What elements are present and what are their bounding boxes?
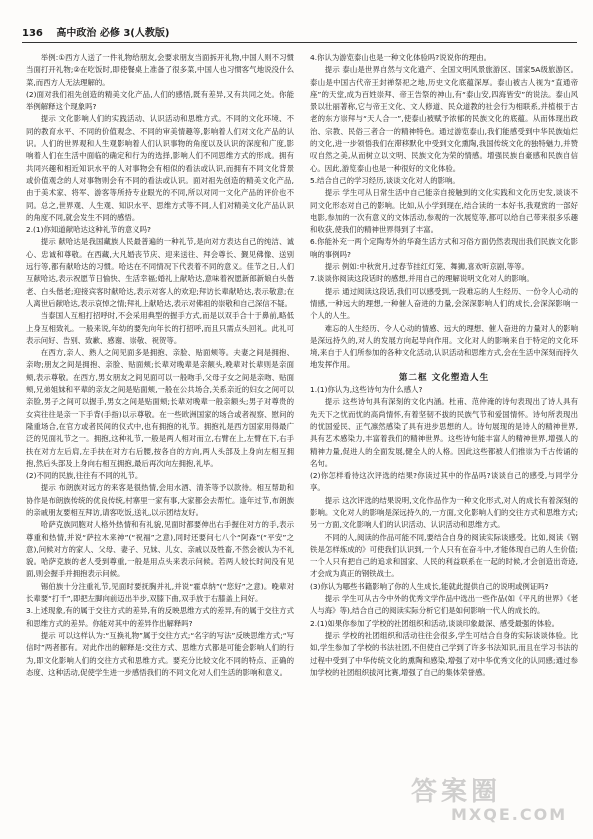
watermark: [411, 771, 581, 831]
answer-paragraph: 提示 学生可从日常生活中自己能亲自接触到的文化实践和文化历史发,谈谈不同文化形态对自己的影响。比如,从小学到现在,结合读的一本好书,我观赏的一部好电影,参加的一次有意义的文体活动,参观的一次展览等,都可以给自己带来很多乐趣和收获,使我们的精神世界得到了丰富。: [310, 188, 578, 235]
answer-paragraph: 锡伯族十分注重礼节,见面时要抚胸并礼,并说“霍卓纳”(“您好”之意)。晚辈对长辈要“打千”,即把左脚向前迈出半步,双膝下曲,双手放于右膝盖上问好。: [26, 581, 294, 604]
question-text: (2)不同的民族,往往有不同的礼节。: [26, 471, 143, 481]
book-title: 高中政治 必修 3(人教版): [56, 28, 170, 39]
answer-paragraph: 提示 学生可从古今中外的优秀文学作品中选出一些作品(如《平凡的世界》《老人与海》等),结合自己的阅读实际分析它们是如何影响一代人的成长的。: [310, 594, 578, 616]
answer-paragraph: 哈萨克族同胞对人格外热情和有礼貌,见面时都要伸出右手握住对方的手,表示尊重和热情,并说“萨拉木来神”(“祝福”之意),同时还要问七八个“阿森”(“平安”之意),问候对方的家人、父母、妻子、兄妹、儿女、亲戚以及牲畜,不然会被认为不礼貌。哈萨克族的老人受到尊重,一般是用点头来表示问候。若两人较长时间没有见面,则会握手并拥抱表示问候。: [26, 520, 294, 579]
header-divider: [22, 42, 577, 43]
question-text: 4.你认为游览泰山也是一种文化体验吗?说说你的理由。: [310, 53, 491, 62]
question-text: (2)面对我们祖先创造的精美文化产品,人们的感悟,既有差异,又有共同之处。你能举例解释这个现象吗?: [26, 89, 294, 112]
answer-paragraph: 不同的人,阅读的作品可能不同,要结合自身的阅读实际谈感受。比如,阅读《钢铁是怎样炼成的》可使我们认识到,一个人只有在奋斗中,才能体现自己的人生价值;一个人只有把自己的追求和国家、人民的利益联系在一起的时候,才会创造出奇迹,才会成为真正的钢铁战士。: [310, 532, 578, 579]
answer-paragraph: 提示 泰山是世界自然与文化遗产、全国文明风景旅游区、国家5A级旅游区。泰山是中国古代帝王封禅祭祀之地,历史文化底蕴深厚。泰山被古人视为“直通帝座”的天堂,成为百姓崇拜、帝王告祭的神山,有“泰山安,四海皆安”的说法。泰山风景以壮丽著称,它与帝王文化、文人修道、民众道教的社会行为相联系,并植根于古老的东方崇拜与“天人合一”,使泰山被赋予浓郁的民族文化的底蕴。从而体现出政治、宗教、民俗三者合一的精神特色。通过游览泰山,我们能感受到中华民族灿烂的文化,进一步领悟我们在滞移默化中受到文化熏陶,我国传统文化的独特魅力,并赞叹自然之美,从而树立以文明、民族文化为荣的情感。增强民族自豪感和民族自信心。因此,游览泰山也是一种很好的文化体验。: [310, 65, 578, 173]
answer-paragraph: 在西方,亲人、熟人之间见面多是拥抱、亲脸、贴面颊等。夫妻之间是拥抱、亲吻;朋友之间是拥抱、亲脸、贴面颊;长辈对晚辈是亲额头,晚辈对长辈则是亲面颊,表示尊敬。在西方,男女朋友之间见面可以一般吻手,父母子女之间是亲吻、贴面颊,兄弟姐妹和平辈的亲友之间是贴面颊,一般在公共场合,关系亲近的妇女之间可以亲脸,男子之间可以握手,男女之间是贴面颊;长辈对晚辈一般亲额头;男子对尊贵的女宾往往是亲一下手背(手指)以示尊敬。在一些欧洲国家的场合或者视察、慰问的隆重场合,在官方或者民间的仪式中,也有拥抱的礼节。拥抱礼是西方国家用得最广泛的见面礼节之一。拥抱,这种礼节,一般是两人相对而立,右臂在上,左臂在下,右手扶在对方左后肩,左手扶在对方右后腰,按各自的方向,两人头部及上身向左相互拥抱,然后头部及上身向右相互拥抱,最后再次向左拥抱,礼毕。: [26, 348, 294, 468]
question-text: (3)你认为哪些书籍影响了你的人生成长,能就此提供自己的说明或例证吗?: [310, 581, 549, 591]
question-text: 5.结合自己的学习经历,谈谈文化对人的影响。: [310, 175, 460, 185]
question-text: 6.你能补充一两个定陶寿外的华裔生活方式和习俗方面仍然表现出我们民族文化影响的事例吗?: [310, 237, 578, 259]
question-text: (2)你怎样看待这次评选的结果?你读过其中的作品吗?谈谈自己的感受,与同学分享。: [310, 471, 578, 493]
answer-paragraph: 举例:①西方人送了一件礼物给朋友,会要求朋友当面拆开礼物,中国人则不习惯当面打开礼物;②在吃饭时,即使餐桌上准备了很多菜,中国人也习惯客气地说没什么菜,而西方人无法理解的。: [26, 53, 294, 87]
answer-paragraph: 提示 这次评选的结果说明,文化作品作为一种文化形式,对人的成长有着深刻的影响。文化对人的影响是深远持久的,一方面,文化影响人们的交往方式和思维方式;另一方面,文化影响人们的认识活动、认识活动和思维方式。: [310, 495, 578, 530]
right-column: [310, 52, 578, 812]
watermark-logo: 答案圈: [411, 777, 502, 807]
left-column: [26, 52, 294, 812]
answer-paragraph: 当泰国人互相打招呼时,不会采用典型的握手方式,而是以双手合十于鼻前,略低上身互相致礼。一般来说,年幼的要先向年长的打招呼,而且只需点头回礼。此礼可表示问好、告别、致歉、感谢、崇敬、祝贺等。: [26, 311, 294, 345]
question-text: 1.(1)你认为,这些诗句为什么感人?: [310, 385, 423, 395]
answer-paragraph: 提示 布朗族对远方的来客是很热情,会用水酒、清茶等予以款待。相互帮助和协作是布朗族传统的优良传统,村寨里一家有事,大家都会去帮忙。逢年过节,布朗族的亲戚朋友要相互拜访,请客吃饭,送礼,以示团结友好。: [26, 483, 294, 517]
answer-paragraph: 提示 学校的社团组织和活动往往会很多,学生可结合自身的实际谈谈体验。比如,学生参加了学校的书法社团,不但使自己学到了许多书法知识,而且在学习书法的过程中受到了中华传统文化的熏陶和感染,增强了对中华优秀文化的认同感;通过参加学校的社团组织拔河比赛,增强了自己的集体荣誉感。: [310, 630, 578, 677]
question-text: 2.(1)如果你参加了学校的社团组织和活动,谈谈印象最深、感受最强的体验。: [310, 618, 559, 628]
answer-paragraph: 提示 文化影响人们的实践活动、认识活动和思维方式。不同的文化环境、不同的教育水平、不同的价值观念、不同的审美情趣等,影响着人们对文化产品的认识。人们的世界观和人生观影响着人们认识事物的角度以及认识的深度和广度,影响着人们在生活中面临的确定和行为的选择,影响人们不同思维方式的形成。拥有共同兴趣和相近知识水平的人对事物会有相似的看法或认识,而拥有不同文化背景或价值观念的人对事物则会有不同的看法或认识。面对祖先创造的精美文化产品,由于美术家、将军、游客等所持专业眼光的不同,所以对同一文化产品的评价也不同。总之,世界观、人生观、知识水平、思维方式等不同,人们对精美文化产品认识的角度不同,就会发生不同的感悟。: [26, 114, 294, 222]
answer-paragraph: 提示 例如:中秋赏月,过春节挂红灯笼、舞狮,喜欢听京剧,等等。: [324, 262, 529, 272]
page-header: [22, 24, 577, 42]
answer-paragraph: 提示 通过阅读这段话,我们可以感受到,一段难忘的人生经历、一份令人心动的情感,一种远大的理想,一种催人奋进的力量,会深深影响人们的成长,会深深影响一个人的人生。: [310, 286, 578, 321]
answer-paragraph: 提示 这些诗句具有深刻的文化内涵。杜甫、范仲淹的诗句表现出了诗人具有先天下之忧而忧的高尚情怀,有着坚韧不拔的民族气节和爱国情怀。诗句所表现出的忧国爱民、正气凛然感染了具有进步思想的人。诗句展现的是诗人的精神世界,具有艺术感染力,丰富着我们的精神世界。这些诗句能丰富人的精神世界,增强人的精神力量,促进人的全面发展,健全人的人格。因此这些都被人们推崇为千古传诵的名句。: [310, 397, 578, 468]
page-number: 136: [22, 28, 43, 39]
question-text: 2.(1)你知道献哈达这种礼节的意义吗?: [26, 225, 151, 235]
section-title: 第二框 文化塑造人生: [398, 372, 490, 383]
question-text: 3.上述现象,有的属于交往方式的差异,有的反映思维方式的差异,有的属于交往方式和思维方式的差异。你能对其中的差异作出解释吗?: [26, 606, 294, 628]
answer-paragraph: 提示 可以这样认为:“互换礼物”属于交往方式;“名字的写法”反映思维方式;“写信时”两者都有。对此作出的解释是:交往方式、思维方式都是可能会影响人们的行为,即文化影响人们的交往方式和思维方式。要充分比较文化不同的特点、正确的态度、这种活动,促使学生进一步感悟我们的不同文化对人们生活的影响和意义。: [26, 630, 294, 677]
answer-paragraph: 提示 献哈达是我国藏族人民最普遍的一种礼节,是向对方表达自己的纯洁、诚心、忠诚和尊敬。在西藏,大凡婚丧节庆、迎来送往、拜会尊长、觐见佛像、送别远行等,都有献哈达的习惯。哈达在不同情况下代表着不同的意义。佳节之日,人们互献哈达,表示祝愿节日愉快、生活幸福;婚礼上献哈达,意味着祝愿新郎新娘白头偕老、白头偕老;迎接宾客时献哈达,表示对客人的欢迎;拜访长辈献哈达,表示敬意;在人离世后献哈达,表示哀悼之情;拜礼上献哈达,表示对佛祖的崇敬和自己深信不疑。: [26, 237, 294, 308]
watermark-url: MXQE.COM: [451, 805, 568, 824]
answer-paragraph: 难忘的人生经历、令人心动的情感、远大的理想、催人奋进的力量对人的影响是深远持久的,对人的发展方向起导向作用。文化对人的影响来自于特定的文化环境,来自于人们所参加的各种文化活动,认识活动和思维方式,会在生活中深刻而持久地发挥作用。: [310, 323, 578, 370]
question-text: 7.谈谈你阅读这段话时的感想,并用自己的理解说明文化对人的影响。: [310, 274, 534, 284]
